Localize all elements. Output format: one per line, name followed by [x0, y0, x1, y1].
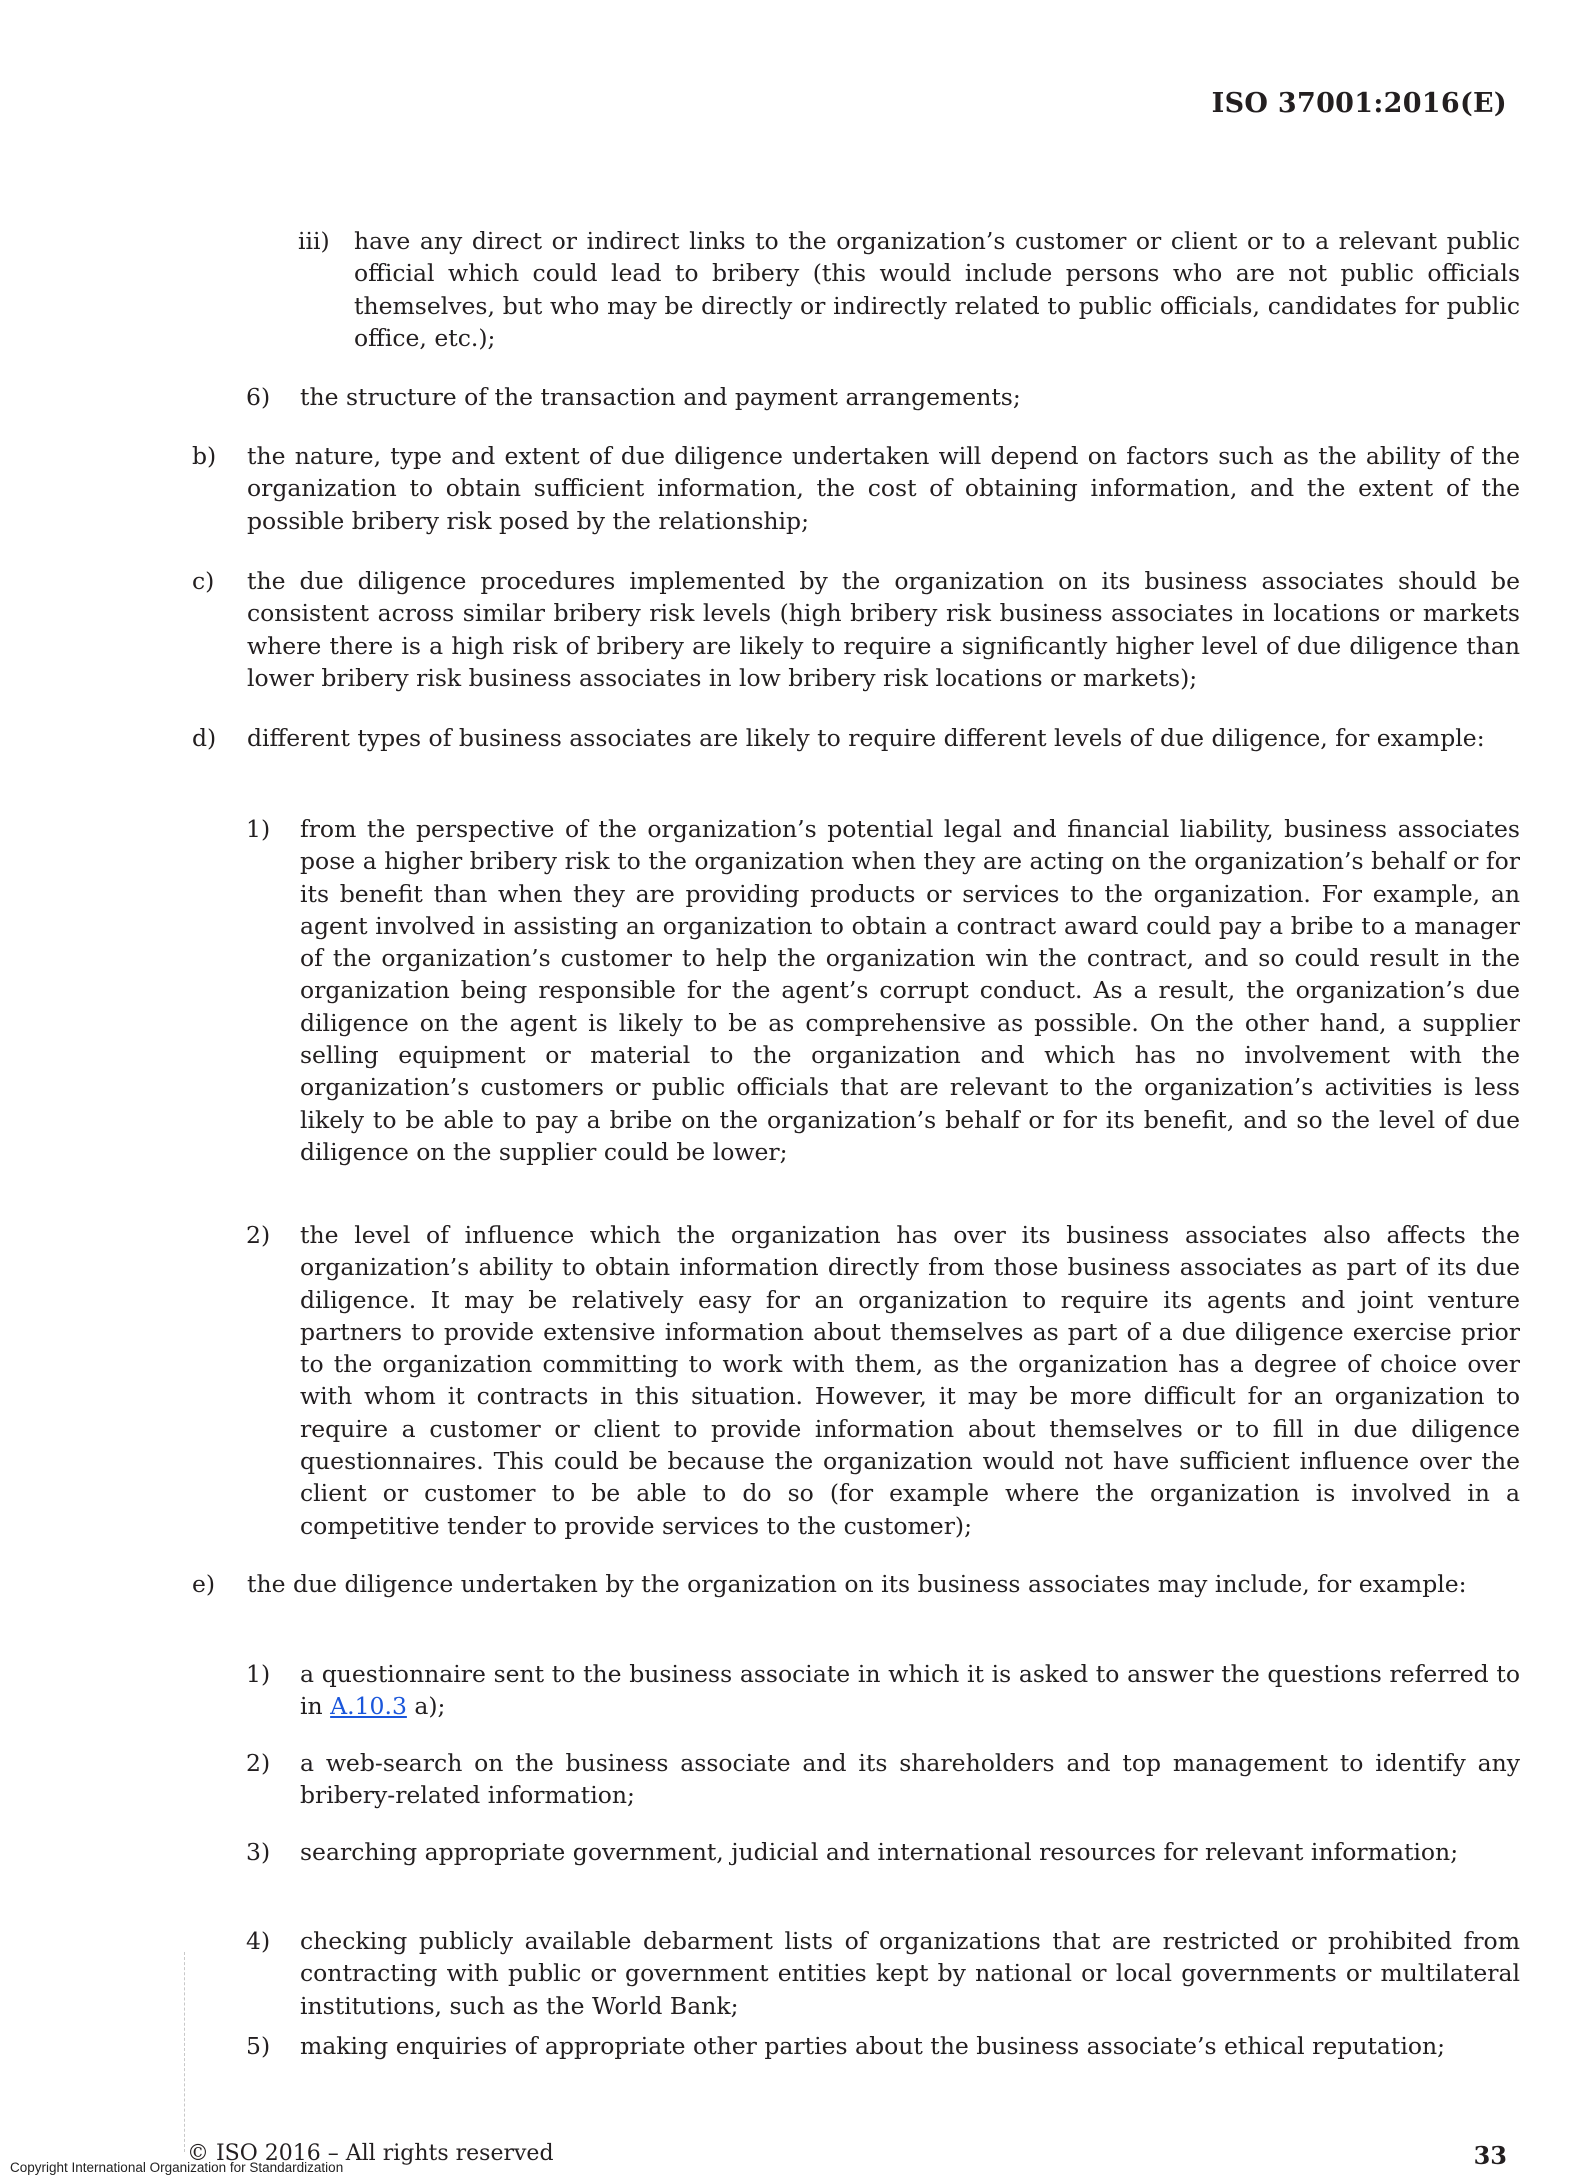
- list-item-iii: [298, 225, 1520, 354]
- item-text: searching appropriate government, judicial and international resources for relevant information;: [300, 1838, 1459, 1866]
- item-label: 3): [246, 1838, 271, 1866]
- list-item-e5: [246, 2030, 1520, 2062]
- copyright-footer: © ISO 2016 – All rights reserved: [187, 2141, 554, 2166]
- item-text: checking publicly available debarment lists of organizations that are restricted or prohibited from contracting with public or government entities kept by national or local governments or multilateral institutions, such as the World Bank;: [300, 1927, 1520, 2020]
- list-item-e1: [246, 1658, 1520, 1723]
- item-text: have any direct or indirect links to the organization’s customer or client or to a relevant public official which could lead to bribery (this would include persons who are not public officials themselves, but who may be directly or indirectly related to public officials, candidates for public office, etc.);: [354, 227, 1520, 352]
- item-label: 6): [246, 383, 271, 411]
- item-label: e): [192, 1570, 216, 1598]
- item-label: d): [192, 724, 217, 752]
- list-item-e4: [246, 1925, 1520, 2022]
- list-item-d1: [246, 813, 1520, 1168]
- item-text: the structure of the transaction and payment arrangements;: [300, 383, 1021, 411]
- item-text: making enquiries of appropriate other parties about the business associate’s ethical reputation;: [300, 2032, 1446, 2060]
- item-label: 5): [246, 2032, 271, 2060]
- list-item-e2: [246, 1747, 1520, 1812]
- margin-dotted-line: [184, 1952, 185, 2152]
- item-label: 2): [246, 1221, 271, 1249]
- item-label: 2): [246, 1749, 271, 1777]
- item-label: 1): [246, 1660, 271, 1688]
- cross-reference-link[interactable]: A.10.3: [330, 1692, 407, 1721]
- list-item-b: [192, 440, 1520, 537]
- item-text: a web-search on the business associate and its shareholders and top management to identify any bribery-related information;: [300, 1749, 1520, 1810]
- list-item-d: [192, 722, 1520, 754]
- list-item-c: [192, 565, 1520, 694]
- page-number: 33: [1473, 2141, 1507, 2170]
- list-item-e: [192, 1568, 1520, 1600]
- item-text-part: a);: [406, 1692, 446, 1721]
- item-text: different types of business associates are likely to require different levels of due diligence, for example:: [247, 724, 1485, 752]
- list-item-e3: [246, 1836, 1520, 1868]
- item-label: 4): [246, 1927, 271, 1955]
- item-text: the nature, type and extent of due diligence undertaken will depend on factors such as the ability of the organization to obtain sufficient information, the cost of obtaining information, and the extent of the possible bribery risk posed by the relationship;: [247, 442, 1520, 535]
- list-item-6: [246, 381, 1520, 413]
- copyright-watermark: Copyright International Organization for Standardization: [10, 2160, 344, 2175]
- item-text: from the perspective of the organization’s potential legal and financial liability, business associates pose a higher bribery risk to the organization when they are acting on the organization’s behalf or for its benefit than when they are providing products or services to the organization. For example, an agent involved in assisting an organization to obtain a contract award could pay a bribe to a manager of the organization’s customer to help the organization win the contract, and so could result in the organization being responsible for the agent’s corrupt conduct. As a result, the organization’s due diligence on the agent is likely to be as comprehensive as possible. On the other hand, a supplier selling equipment or material to the organization and which has no involvement with the organization’s customers or public officials that are relevant to the organization’s activities is less likely to be able to pay a bribe on the organization’s behalf or for its benefit, and so the level of due diligence on the supplier could be lower;: [300, 815, 1520, 1166]
- item-label: iii): [298, 227, 330, 255]
- list-item-d2: [246, 1219, 1520, 1542]
- item-text: the due diligence undertaken by the organization on its business associates may include, for example:: [247, 1570, 1467, 1598]
- item-label: b): [192, 442, 217, 470]
- document-id-header: ISO 37001:2016(E): [1211, 88, 1507, 119]
- item-text: the level of influence which the organization has over its business associates also affects the organization’s ability to obtain information directly from those business associates as part of its due diligence. It may be relatively easy for an organization to require its agents and joint venture partners to provide extensive information about themselves as part of a due diligence exercise prior to the organization committing to work with them, as the organization has a degree of choice over with whom it contracts in this situation. However, it may be more difficult for an organization to require a customer or client to provide information about themselves or to fill in due diligence questionnaires. This could be because the organization would not have sufficient influence over the client or customer to be able to do so (for example where the organization is involved in a competitive tender to provide services to the customer);: [300, 1221, 1520, 1540]
- item-text: [300, 1658, 1520, 1723]
- item-text: the due diligence procedures implemented by the organization on its business associates should be consistent across similar bribery risk levels (high bribery risk business associates in locations or markets where there is a high risk of bribery are likely to require a significantly higher level of due diligence than lower bribery risk business associates in low bribery risk locations or markets);: [247, 567, 1520, 692]
- item-text-part: a questionnaire sent to the business associate in which it is asked to answer the questions referred to in: [300, 1660, 1520, 1721]
- item-label: 1): [246, 815, 271, 843]
- item-label: c): [192, 567, 215, 595]
